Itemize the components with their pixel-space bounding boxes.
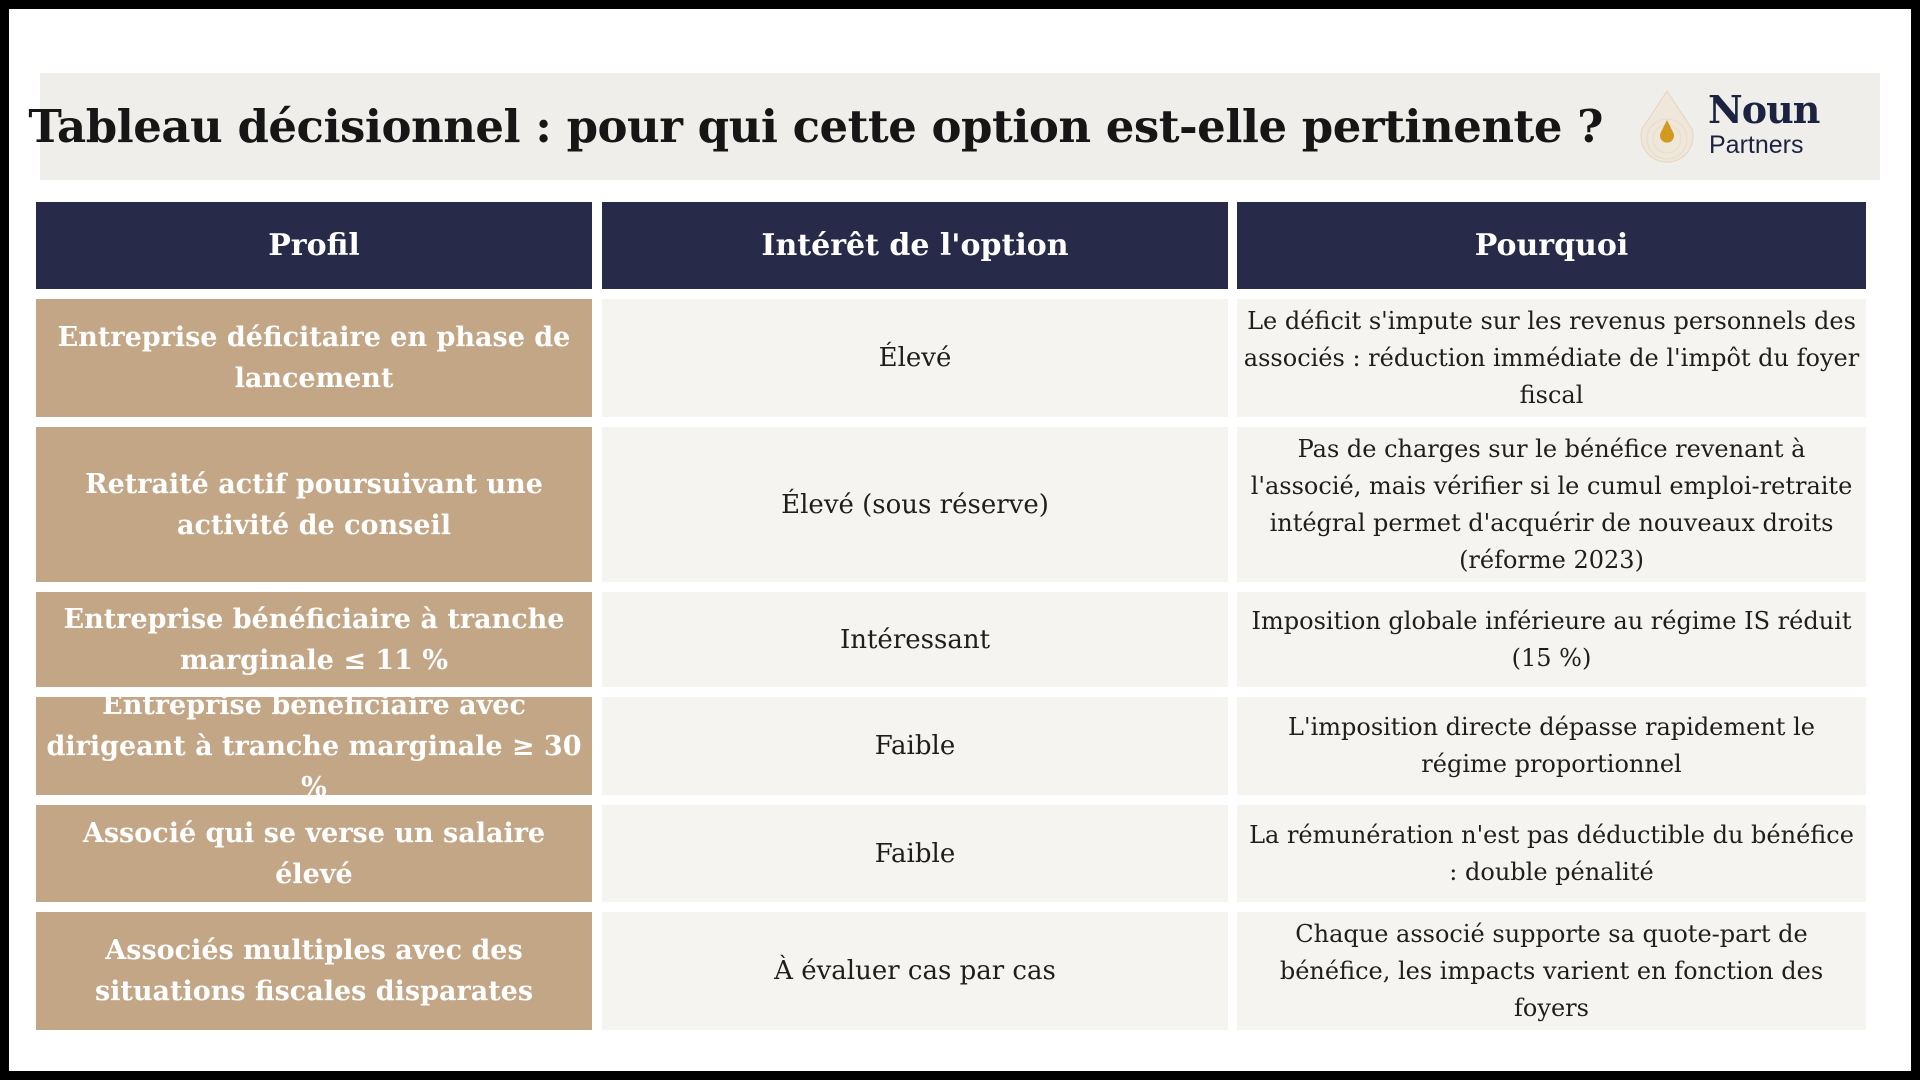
header-pourquoi: Pourquoi (1237, 202, 1866, 289)
interest-cell: Élevé (602, 299, 1228, 417)
reason-cell: Pas de charges sur le bénéfice revenant à l'associé, mais vérifier si le cumul emploi-retraite intégral permet d'acquérir de nouveaux droits (réforme 2023) (1237, 427, 1866, 582)
profile-cell: Entreprise bénéficiaire avec dirigeant à tranche marginale ≥ 30 % (36, 697, 592, 795)
reason-cell: L'imposition directe dépasse rapidement le régime proportionnel (1237, 697, 1866, 795)
title-bar (28, 73, 1880, 180)
profile-cell: Associés multiples avec des situations fiscales disparates (36, 912, 592, 1030)
reason-cell: Imposition globale inférieure au régime IS réduit (15 %) (1237, 592, 1866, 687)
page-title: Tableau décisionnel : pour qui cette option est-elle pertinente ? (28, 100, 1603, 153)
interest-cell: À évaluer cas par cas (602, 912, 1228, 1030)
interest-cell: Élevé (sous réserve) (602, 427, 1228, 582)
interest-cell: Intéressant (602, 592, 1228, 687)
logo-subname: Partners (1709, 131, 1804, 159)
profile-cell: Entreprise déficitaire en phase de lancement (36, 299, 592, 417)
reason-cell: Le déficit s'impute sur les revenus personnels des associés : réduction immédiate de l'impôt du foyer fiscal (1237, 299, 1866, 417)
drop-logo-icon (1634, 87, 1700, 167)
header-interet: Intérêt de l'option (602, 202, 1228, 289)
brand-logo (1634, 87, 1864, 167)
profile-cell: Retraité actif poursuivant une activité de conseil (36, 427, 592, 582)
profile-cell: Associé qui se verse un salaire élevé (36, 805, 592, 902)
reason-cell: La rémunération n'est pas déductible du bénéfice : double pénalité (1237, 805, 1866, 902)
reason-cell: Chaque associé supporte sa quote-part de bénéfice, les impacts varient en fonction des foyers (1237, 912, 1866, 1030)
interest-cell: Faible (602, 805, 1228, 902)
interest-cell: Faible (602, 697, 1228, 795)
profile-cell: Entreprise bénéficiaire à tranche marginale ≤ 11 % (36, 592, 592, 687)
logo-name: Noun (1708, 87, 1820, 132)
header-profil: Profil (36, 202, 592, 289)
